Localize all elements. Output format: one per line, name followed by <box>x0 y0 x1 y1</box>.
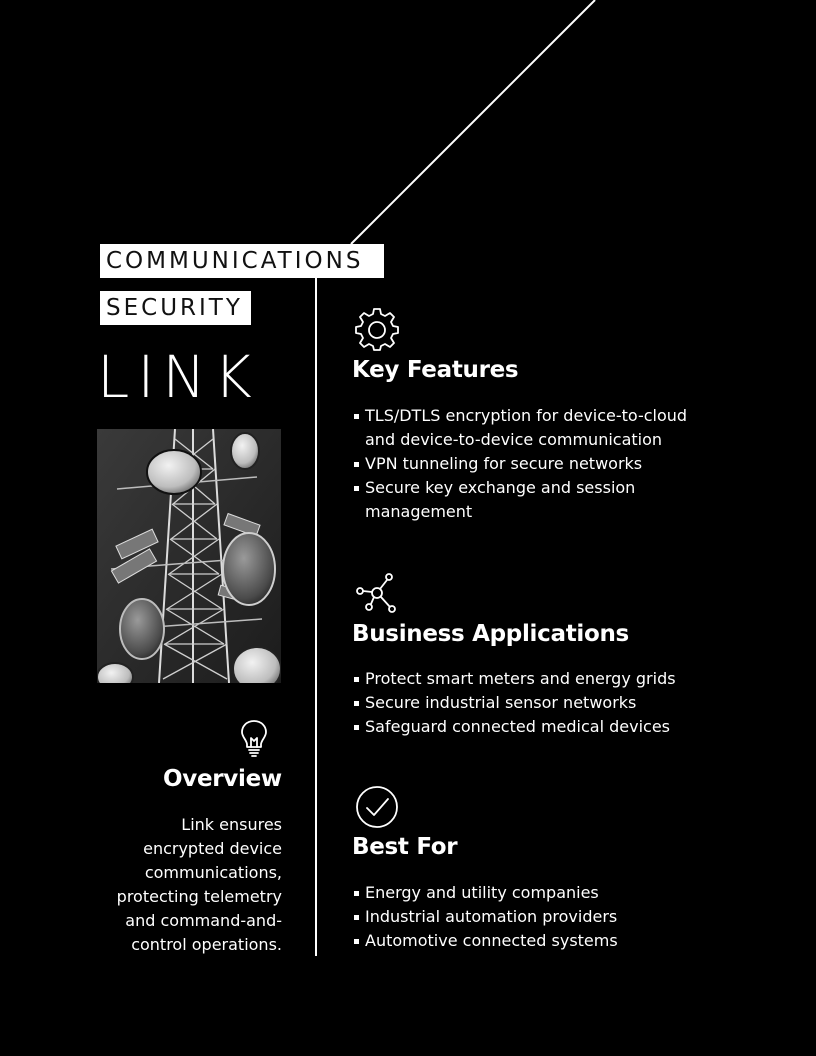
list-item: Energy and utility companies <box>352 881 697 905</box>
overview-text: Link ensures encrypted device communications, protecting telemetry and command-and-control operations. <box>116 815 282 954</box>
category-tag-line-1: COMMUNICATIONS <box>100 244 384 278</box>
best-for-list <box>352 881 697 953</box>
key-features-list <box>352 404 697 524</box>
lightbulb-icon <box>234 716 278 760</box>
overview-heading: Overview <box>163 766 282 792</box>
column-divider <box>315 278 317 956</box>
list-item: TLS/DTLS encryption for device-to-cloud and device-to-device communication <box>352 404 697 452</box>
product-title: LINK <box>97 343 260 411</box>
list-item: Secure industrial sensor networks <box>352 691 697 715</box>
list-item: Automotive connected systems <box>352 929 697 953</box>
best-for-heading: Best For <box>352 834 458 860</box>
telecom-tower-photo <box>97 429 281 683</box>
check-circle-icon <box>355 785 399 829</box>
network-nodes-icon <box>355 571 399 615</box>
business-applications-heading: Business Applications <box>352 621 629 647</box>
list-item: Safeguard connected medical devices <box>352 715 697 739</box>
list-item: VPN tunneling for secure networks <box>352 452 697 476</box>
category-tag-line-2: SECURITY <box>100 291 251 325</box>
list-item: Industrial automation providers <box>352 905 697 929</box>
gear-icon <box>355 307 399 351</box>
list-item: Secure key exchange and session management <box>352 476 697 524</box>
list-item: Protect smart meters and energy grids <box>352 667 697 691</box>
key-features-heading: Key Features <box>352 357 519 383</box>
business-applications-list <box>352 667 697 739</box>
